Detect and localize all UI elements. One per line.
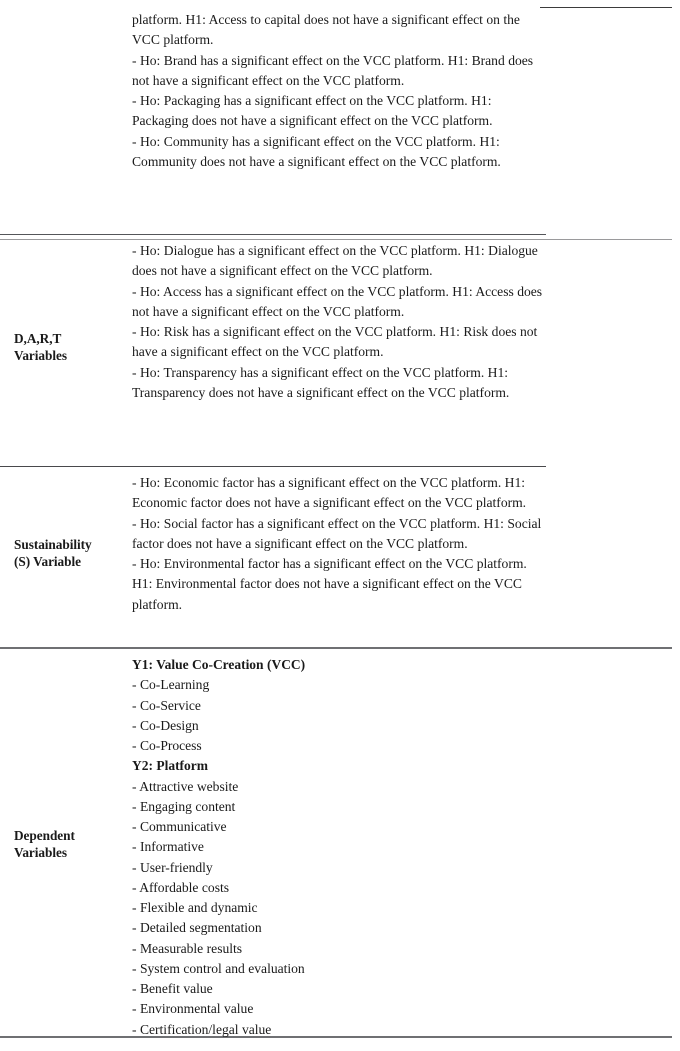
label-line: Variables	[14, 348, 67, 364]
indicator-item: - Benefit value	[132, 981, 213, 996]
indicator-item: - Informative	[132, 839, 204, 855]
table-row-label-dependent	[14, 827, 126, 861]
table-cell-hypotheses	[132, 241, 544, 403]
hypothesis-paragraph: - Ho: Environmental factor has a significant effect on the VCC platform. H1: Environmental factor does not have a significant effect on the VCC platform.	[132, 556, 527, 612]
rule-row-separator-dark	[0, 234, 546, 235]
hypothesis-paragraph: - Ho: Brand has a significant effect on the VCC platform. H1: Brand does not have a significant effect on the VCC platform.	[132, 52, 534, 88]
indicator-item: - Communicative	[132, 819, 227, 834]
indicator-item: - Co-Learning	[132, 677, 210, 693]
indicator-item: - Environmental value	[132, 1001, 254, 1017]
rule-row-separator-thick	[0, 647, 672, 649]
table-cell-indicators	[132, 655, 544, 1040]
hypothesis-paragraph: - Ho: Community has a significant effect on the VCC platform. H1: Community does not have a significant effect on the VCC platform.	[132, 133, 501, 169]
rule-row-separator-light	[0, 239, 672, 240]
hypothesis-paragraph: - Ho: Transparency has a significant effect on the VCC platform. H1: Transparency does not have a significant effect on the VCC platform.	[132, 364, 510, 400]
indicator-item: - User-friendly	[132, 859, 213, 875]
rule-row-separator-thin	[0, 466, 546, 467]
indicator-item: - Measurable results	[132, 940, 243, 956]
indicator-item: - Certification/legal value	[132, 1021, 272, 1037]
indicator-item: - Co-Process	[132, 738, 202, 753]
indicator-item: - Co-Service	[132, 697, 201, 713]
indicator-group-heading: Y2: Platform	[132, 758, 208, 774]
indicator-group-heading: Y1: Value Co-Creation (VCC)	[132, 657, 306, 672]
hypothesis-paragraph: - Ho: Social factor has a significant effect on the VCC platform. H1: Social factor does not have a significant effect on the VCC platform.	[132, 515, 542, 551]
indicator-item: - Detailed segmentation	[132, 920, 262, 936]
hypothesis-paragraph: - Ho: Economic factor has a significant effect on the VCC platform. H1: Economic factor does not have a significant effect on the VCC platform.	[132, 475, 527, 511]
hypothesis-paragraph: platform. H1: Access to capital does not have a significant effect on the VCC platform.	[132, 12, 520, 48]
indicator-item: - Flexible and dynamic	[132, 900, 258, 915]
hypothesis-paragraph: - Ho: Access has a significant effect on the VCC platform. H1: Access does not have a significant effect on the VCC platform.	[132, 283, 543, 319]
indicator-item: - System control and evaluation	[132, 960, 305, 976]
table-row-label-sustainability	[14, 536, 126, 570]
rule-top-right	[540, 7, 672, 8]
table-cell-hypotheses	[132, 10, 544, 172]
table-row-label-dart	[14, 330, 126, 364]
label-line: D,A,R,T	[14, 331, 62, 346]
hypothesis-paragraph: - Ho: Dialogue has a significant effect on the VCC platform. H1: Dialogue does not have a significant effect on the VCC platform.	[132, 243, 538, 279]
label-line: Variables	[14, 845, 67, 861]
label-line: (S) Variable	[14, 554, 82, 570]
hypothesis-paragraph: - Ho: Risk has a significant effect on the VCC platform. H1: Risk does not have a significant effect on the VCC platform.	[132, 324, 538, 360]
indicator-item: - Co-Design	[132, 717, 199, 733]
indicator-item: - Engaging content	[132, 798, 236, 814]
indicator-item: - Attractive website	[132, 778, 239, 794]
hypothesis-paragraph: - Ho: Packaging has a significant effect on the VCC platform. H1: Packaging does not have a significant effect on the VCC platform.	[132, 93, 493, 129]
label-line: Sustainability	[14, 537, 92, 552]
label-line: Dependent	[14, 828, 75, 843]
table-cell-hypotheses	[132, 473, 544, 615]
indicator-item: - Affordable costs	[132, 879, 229, 895]
